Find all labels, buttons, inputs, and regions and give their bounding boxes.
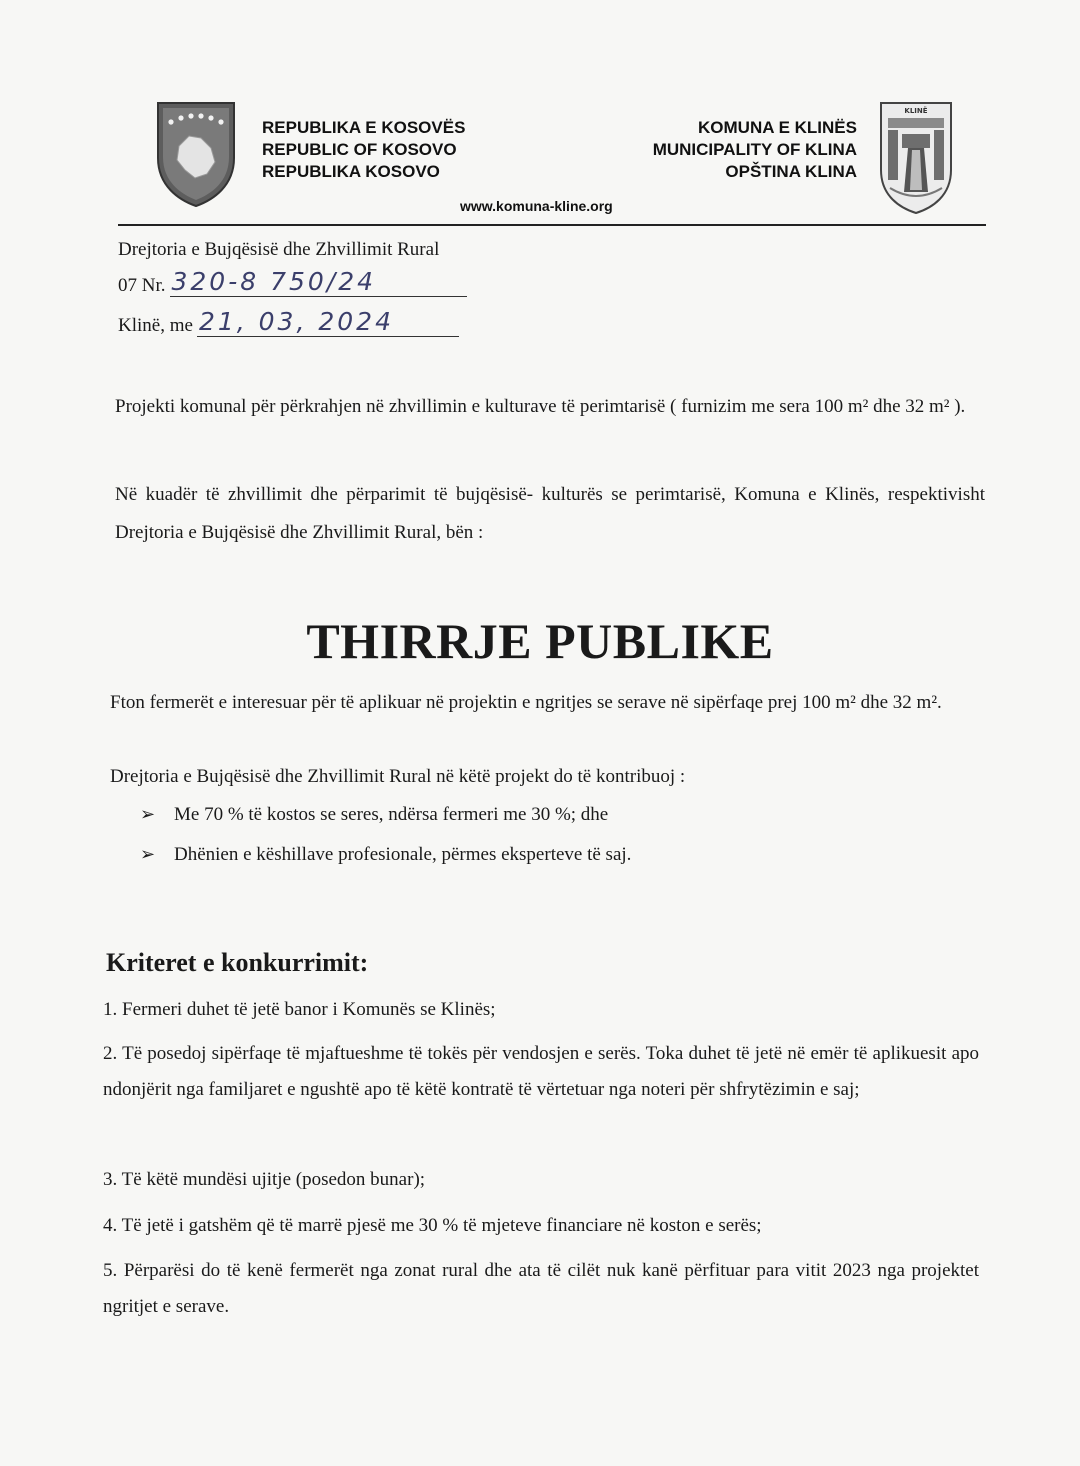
header-divider [118, 224, 986, 226]
intro-paragraph-project: Projekti komunal për përkrahjen në zhvillimin e kulturave të perimtarisë ( furnizim me sera 100 m² dhe 32 m² ). [115, 396, 966, 417]
header-right-line: MUNICIPALITY OF KLINA [652, 140, 857, 159]
contribution-intro: Drejtoria e Bujqësisë dhe Zhvillimit Rural në këtë projekt do të kontribuoj : [110, 766, 686, 787]
intro-paragraph-context: Në kuadër të zhvillimit dhe përparimit të bujqësisë- kulturës se perimtarisë, Komuna e Klinës, respektivisht Drejtoria e Bujqësisë dhe Zhvillimit Rural, bën : [115, 484, 985, 543]
header-left-line: REPUBLIKA KOSOVO [262, 162, 440, 181]
municipality-website: www.komuna-kline.org [460, 198, 613, 214]
list-item-text: Dhënien e këshillave profesionale, përmes eksperteve të saj. [174, 844, 632, 865]
document-title: THIRRJE PUBLIKE [306, 613, 774, 669]
criteria-item: 1. Fermeri duhet të jetë banor i Komunës se Klinës; [103, 999, 496, 1020]
kosovo-coat-of-arms-icon [155, 100, 237, 208]
arrow-bullet-icon: ➢ [140, 844, 156, 865]
header-left-line: REPUBLIKA E KOSOVËS [262, 118, 466, 137]
header-right-line: OPŠTINA KLINA [725, 162, 857, 181]
reference-number-row [118, 268, 467, 297]
header-republic-names [262, 117, 465, 183]
reference-number-label: 07 Nr. [118, 275, 166, 296]
reference-date-row [118, 308, 459, 337]
criteria-item: 4. Të jetë i gatshëm që të marrë pjesë me 30 % të mjeteve financiare në koston e serës; [103, 1215, 762, 1236]
contribution-list [140, 800, 631, 880]
arrow-bullet-icon: ➢ [140, 804, 156, 825]
list-item [140, 840, 631, 880]
reference-date-label: Klinë, me [118, 315, 193, 336]
call-paragraph: Fton fermerët e interesuar për të aplikuar në projektin e ngritjes se serave në sipërfaqe prej 100 m² dhe 32 m². [110, 692, 942, 713]
reference-date-handwritten: 21, 03, 2024 [197, 308, 459, 337]
department-name: Drejtoria e Bujqësisë dhe Zhvillimit Rural [118, 239, 440, 260]
criteria-heading: Kriteret e konkurrimit: [106, 948, 369, 977]
criteria-item: 3. Të këtë mundësi ujitje (posedon bunar); [103, 1169, 426, 1190]
header-left-line: REPUBLIC OF KOSOVO [262, 140, 457, 159]
header-right-line: KOMUNA E KLINËS [698, 118, 857, 137]
reference-number-handwritten: 320-8 750/24 [170, 268, 467, 297]
header-municipality-names [653, 117, 857, 183]
list-item [140, 800, 631, 840]
list-item-text: Me 70 % të kostos se seres, ndërsa fermeri me 30 %; dhe [174, 804, 609, 825]
criteria-item: 5. Përparësi do të kenë fermerët nga zonat rural dhe ata të cilët nuk kanë përfituar para vitit 2023 nga projektet ngritjet e serave. [103, 1260, 979, 1317]
criteria-item: 2. Të posedoj sipërfaqe të mjaftueshme të tokës për vendosjen e serës. Toka duhet të jetë në emër të aplikuesit apo ndonjërit nga familjaret e ngushtë apo të këtë kontratë të vërtetuar nga noteri për shfrytëzimin e saj; [103, 1043, 979, 1100]
emblem-label: KLINË [904, 107, 928, 115]
klina-municipal-emblem-icon [878, 100, 954, 216]
